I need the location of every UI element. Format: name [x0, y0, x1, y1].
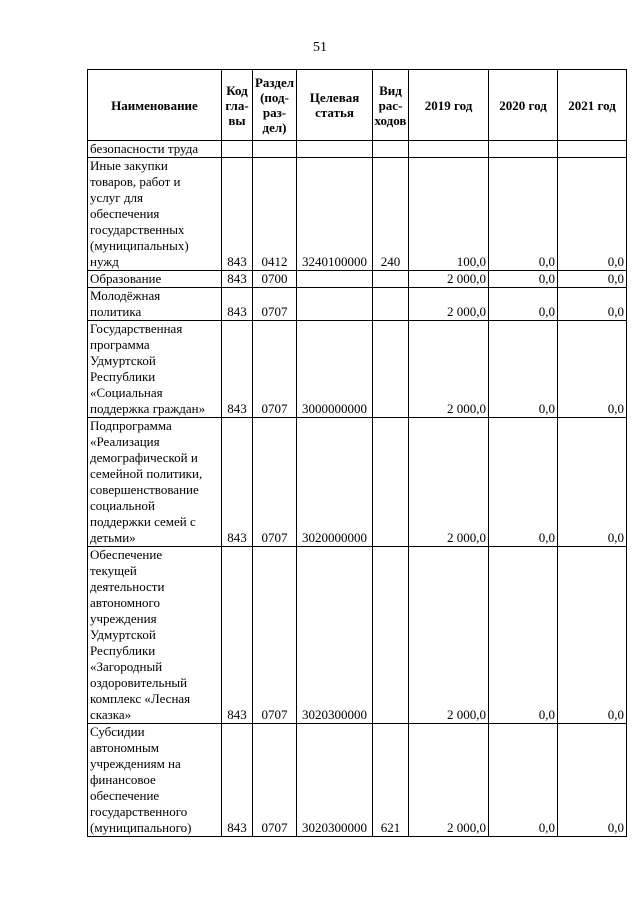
- budget-table: [87, 69, 627, 837]
- code-cell: [222, 141, 253, 158]
- name-line: текущей: [90, 563, 137, 578]
- article-cell: 3020300000: [297, 547, 373, 724]
- name-cell: [88, 724, 222, 837]
- section-cell: 0707: [253, 724, 297, 837]
- name-line: детьми»: [90, 530, 136, 545]
- name-line: безопасности труда: [90, 141, 199, 156]
- amount-2019-cell: 2 000,0: [409, 288, 489, 321]
- name-line: Республики: [90, 643, 156, 658]
- table-row: [88, 288, 627, 321]
- name-line: программа: [90, 337, 150, 352]
- header-section-line: раз-: [262, 105, 287, 120]
- header-row: [88, 70, 627, 141]
- name-line: Подпрограмма: [90, 418, 172, 433]
- name-line: Удмуртской: [90, 353, 156, 368]
- name-line: поддержка граждан»: [90, 401, 206, 416]
- name-line: автономного: [90, 595, 160, 610]
- amount-2021-cell: 0,0: [558, 271, 627, 288]
- name-line: нужд: [90, 254, 119, 269]
- section-cell: 0700: [253, 271, 297, 288]
- name-line: учреждения: [90, 611, 157, 626]
- table-row: [88, 724, 627, 837]
- article-cell: 3240100000: [297, 158, 373, 271]
- article-cell: 3020000000: [297, 418, 373, 547]
- amount-2019-cell: 2 000,0: [409, 724, 489, 837]
- table-row: [88, 141, 627, 158]
- kind-cell: [373, 288, 409, 321]
- name-cell: [88, 418, 222, 547]
- header-kind: [373, 70, 409, 141]
- amount-2020-cell: 0,0: [489, 288, 558, 321]
- header-section-line: Раздел: [254, 75, 295, 90]
- header-article: [297, 70, 373, 141]
- name-cell: [88, 288, 222, 321]
- table-row: [88, 418, 627, 547]
- code-cell: 843: [222, 321, 253, 418]
- header-kind-line: рас-: [378, 97, 403, 113]
- section-cell: [253, 141, 297, 158]
- header-code-line: вы: [228, 112, 246, 128]
- header-article-line: статья: [315, 105, 354, 120]
- name-line: комплекс «Лесная: [90, 691, 191, 706]
- article-cell: [297, 141, 373, 158]
- kind-cell: 240: [373, 158, 409, 271]
- header-section-line: дел): [262, 120, 287, 135]
- code-cell: 843: [222, 418, 253, 547]
- name-line: автономным: [90, 740, 159, 755]
- section-cell: 0707: [253, 288, 297, 321]
- name-line: государственного: [90, 804, 188, 819]
- header-2020: 2020 год: [489, 70, 558, 141]
- amount-2021-cell: [558, 141, 627, 158]
- name-line: политика: [90, 304, 142, 319]
- name-line: услуг для: [90, 190, 143, 205]
- kind-cell: [373, 321, 409, 418]
- table-row: [88, 321, 627, 418]
- amount-2020-cell: 0,0: [489, 724, 558, 837]
- page-number: 51: [313, 40, 327, 55]
- name-cell: [88, 547, 222, 724]
- name-line: финансовое: [90, 772, 156, 787]
- section-cell: 0707: [253, 547, 297, 724]
- code-cell: 843: [222, 271, 253, 288]
- name-line: обеспечение: [90, 788, 160, 803]
- name-line: поддержки семей с: [90, 514, 196, 529]
- name-line: демографической и: [90, 450, 198, 465]
- table-row: [88, 158, 627, 271]
- amount-2020-cell: 0,0: [489, 271, 558, 288]
- article-cell: 3020300000: [297, 724, 373, 837]
- name-line: оздоровительный: [90, 675, 188, 690]
- name-line: совершенствование: [90, 482, 199, 497]
- article-cell: 3000000000: [297, 321, 373, 418]
- name-line: сказка»: [90, 707, 132, 722]
- amount-2020-cell: [489, 141, 558, 158]
- amount-2019-cell: 2 000,0: [409, 271, 489, 288]
- name-line: товаров, работ и: [90, 174, 181, 189]
- kind-cell: [373, 418, 409, 547]
- table-body: [88, 141, 627, 837]
- header-name: Наименование: [88, 70, 222, 141]
- code-cell: 843: [222, 724, 253, 837]
- amount-2020-cell: 0,0: [489, 158, 558, 271]
- table-row: [88, 547, 627, 724]
- name-line: «Реализация: [90, 434, 160, 449]
- name-line: Удмуртской: [90, 627, 156, 642]
- kind-cell: 621: [373, 724, 409, 837]
- name-line: (муниципальных): [90, 238, 189, 253]
- name-cell: [88, 321, 222, 418]
- amount-2021-cell: 0,0: [558, 321, 627, 418]
- name-line: семейной политики,: [90, 466, 203, 481]
- header-article-line: Целевая: [309, 90, 360, 105]
- section-cell: 0707: [253, 321, 297, 418]
- amount-2020-cell: 0,0: [489, 321, 558, 418]
- name-line: (муниципального): [90, 820, 192, 835]
- section-cell: 0707: [253, 418, 297, 547]
- name-cell: [88, 271, 222, 288]
- amount-2021-cell: 0,0: [558, 724, 627, 837]
- amount-2020-cell: 0,0: [489, 547, 558, 724]
- table-row: [88, 271, 627, 288]
- code-cell: 843: [222, 288, 253, 321]
- amount-2019-cell: 2 000,0: [409, 321, 489, 418]
- name-line: «Социальная: [90, 385, 163, 400]
- header-kind-line: Вид: [379, 82, 402, 98]
- article-cell: [297, 271, 373, 288]
- amount-2021-cell: 0,0: [558, 547, 627, 724]
- amount-2019-cell: 100,0: [409, 158, 489, 271]
- amount-2020-cell: 0,0: [489, 418, 558, 547]
- kind-cell: [373, 547, 409, 724]
- name-line: «Загородный: [90, 659, 163, 674]
- code-cell: 843: [222, 158, 253, 271]
- header-code: [222, 70, 253, 141]
- kind-cell: [373, 141, 409, 158]
- name-line: Образование: [90, 271, 162, 286]
- code-cell: 843: [222, 547, 253, 724]
- amount-2021-cell: 0,0: [558, 418, 627, 547]
- name-line: учреждениям на: [90, 756, 181, 771]
- header-code-line: гла-: [225, 97, 249, 113]
- kind-cell: [373, 271, 409, 288]
- header-section: [253, 70, 297, 141]
- name-line: Субсидии: [90, 724, 145, 739]
- header-2019: 2019 год: [409, 70, 489, 141]
- name-cell: [88, 141, 222, 158]
- header-code-line: Код: [226, 82, 248, 98]
- name-line: Молодёжная: [90, 288, 161, 303]
- header-kind-line: ходов: [374, 112, 407, 128]
- name-cell: [88, 158, 222, 271]
- name-line: социальной: [90, 498, 155, 513]
- name-line: Государственная: [90, 321, 183, 336]
- name-line: Республики: [90, 369, 156, 384]
- header-section-line: (под-: [260, 90, 289, 105]
- amount-2019-cell: 2 000,0: [409, 418, 489, 547]
- name-line: деятельности: [90, 579, 165, 594]
- name-line: Обеспечение: [90, 547, 163, 562]
- name-line: государственных: [90, 222, 185, 237]
- section-cell: 0412: [253, 158, 297, 271]
- name-line: Иные закупки: [90, 158, 168, 173]
- name-line: обеспечения: [90, 206, 160, 221]
- article-cell: [297, 288, 373, 321]
- amount-2021-cell: 0,0: [558, 158, 627, 271]
- amount-2019-cell: [409, 141, 489, 158]
- amount-2021-cell: 0,0: [558, 288, 627, 321]
- header-2021: 2021 год: [558, 70, 627, 141]
- amount-2019-cell: 2 000,0: [409, 547, 489, 724]
